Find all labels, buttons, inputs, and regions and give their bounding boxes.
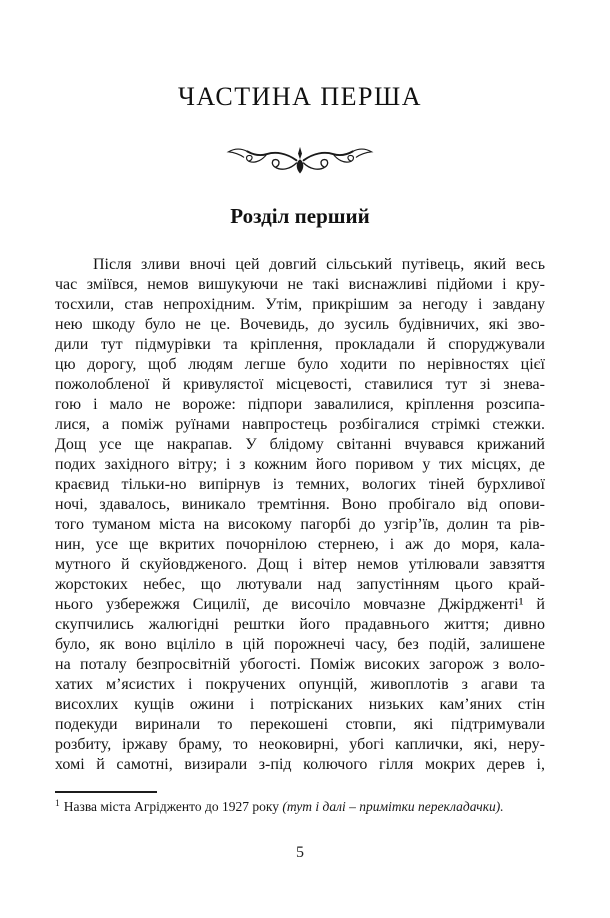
part-title: ЧАСТИНА ПЕРША — [177, 82, 423, 111]
body-line: нього узбережжя Сицилії, де височіло мовчазне Джірдженті¹ й — [55, 596, 545, 614]
body-line: Після зливи вночі цей довгий сільський путівець, який весь — [93, 256, 545, 274]
chapter-title: Розділ перший — [230, 204, 370, 228]
body-line: тосхили, став непрохідним. Утім, прикрішим за негоду і завдану — [55, 296, 545, 314]
page-number: 5 — [296, 844, 304, 862]
footnote-translator-note: (тут і далі – примітки перекладачки). — [282, 799, 504, 815]
footnote-marker: 1 — [55, 798, 60, 809]
body-line: краєвид тільки-но випірнув із темних, вологих тіней бурхливої — [55, 476, 545, 494]
body-line: Дощ усе ще накрапав. У блідому світанні вчувався крижаний — [55, 436, 545, 454]
footnote-separator — [55, 791, 157, 793]
body-line: подих західного вітру; і з кожним його поривом у тих місцях, де — [55, 456, 545, 474]
body-line: того туманом міста на високому пагорбі до узгір’їв, долин та рів- — [55, 516, 545, 534]
body-line: хатих м’ясистих і покручених опунцій, живоплотів з агави та — [55, 676, 545, 694]
body-line: мутного й скуйовдженого. Дощ і вітер немов утілювали завзяття — [55, 556, 545, 574]
body-line: було, як воно вціліло в цій порожнечі часу, без подій, залишене — [55, 636, 545, 654]
body-line: нин, усе ще вкритих почорнілою стернею, і аж до моря, кала- — [55, 536, 545, 554]
body-line: жорстоких небес, що лютували над запустінням цього край- — [55, 576, 545, 594]
body-line: нею шкоду було не це. Вочевидь, до зусиль будівничих, які зво- — [55, 316, 545, 334]
body-line: час зміївся, немов вишукуючи не такі виснажливі підйоми і кру- — [55, 276, 545, 294]
body-line: дили тут підмурівки та кріплення, прокладали й споруджували — [55, 336, 545, 354]
body-line: на поталу безпросвітній убогості. Поміж високих загорож з воло- — [55, 656, 545, 674]
body-line: пожолобленої й кривулястої місцевості, ставилися тут зі знева- — [55, 376, 545, 394]
body-line: розбиту, іржаву браму, то неоковирні, убогі каплички, які, неру- — [55, 736, 545, 754]
body-line: скупчились жалюгідні рештки його прадавнього життя; дивно — [55, 616, 545, 634]
body-line: хомі й самотні, визирали з-під колючого гілля мокрих дерев і, — [55, 756, 545, 774]
body-line: ночі, здавалось, виникало тремтіння. Воно пробігало від опови- — [55, 496, 545, 514]
body-paragraph — [55, 255, 545, 775]
body-line: подекуди виринали то перекошені стовпи, які підтримували — [55, 716, 545, 734]
body-line: лися, а поміж руїнами навпростець розбігалися стрімкі стежки. — [55, 416, 545, 434]
body-line: цю дорогу, щоб людям легше було ходити по нерівностях цієї — [55, 356, 545, 374]
body-line: висохлих кущів ожини і потрісканих низьких кам’яних стін — [55, 696, 545, 714]
footnote-text: Назва міста Агрідженто до 1927 року — [63, 799, 283, 815]
flourish-divider-icon — [224, 144, 376, 182]
divider-ornament — [55, 144, 545, 182]
body-line: гою і мало не вороже: підпори завалилися, кріплення розсипа- — [55, 396, 545, 414]
footnote — [55, 798, 545, 815]
